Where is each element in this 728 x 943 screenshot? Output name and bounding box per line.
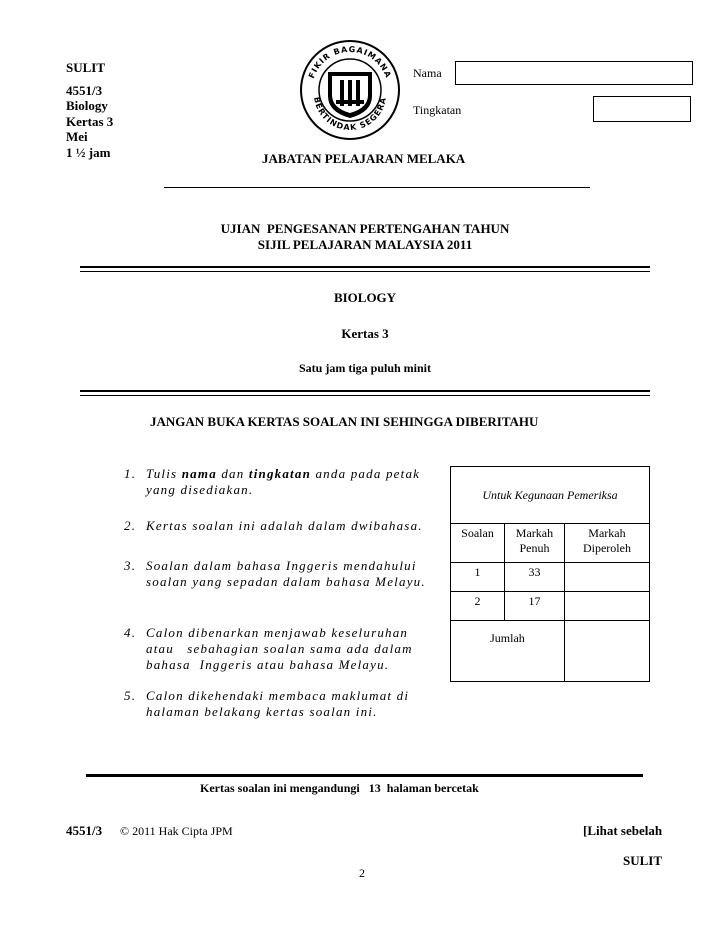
header-line-subject: Biology: [66, 98, 108, 113]
instruction-bold-tingkatan: tingkatan: [248, 466, 312, 481]
table-row: [451, 563, 650, 592]
instruction-number: 1.: [124, 466, 137, 481]
instruction-text: Kertas soalan ini adalah dalam dwibahasa.: [146, 518, 423, 533]
instruction-text: Soalan dalam bahasa Inggeris mendahului soalan yang sepadan dalam bahasa Melayu.: [146, 558, 426, 589]
footer-sulit: SULIT: [623, 853, 663, 868]
row-soalan: 1: [451, 563, 505, 592]
warning-text: JANGAN BUKA KERTAS SOALAN INI SEHINGGA DIBERITAHU: [150, 414, 539, 429]
instruction-number: 4.: [124, 625, 137, 640]
instruction-text: Calon dibenarkan menjawab keseluruhan atau sebahagian soalan sama ada dalam bahasa Inggeris atau bahasa Melayu.: [146, 625, 418, 672]
total-label: Jumlah: [451, 621, 565, 682]
header-divider: [164, 187, 590, 188]
instruction-5: [124, 688, 434, 722]
instruction-4: [124, 625, 434, 675]
double-rule-bottom-b: [80, 395, 650, 396]
instruction-text-part: anda pada petak yang disediakan.: [146, 466, 421, 497]
double-rule-top-b: [80, 271, 650, 272]
instruction-1: [124, 466, 434, 500]
row-soalan: 2: [451, 592, 505, 621]
examiner-table: [450, 466, 650, 682]
instruction-text-part: dan: [216, 466, 249, 481]
double-rule-bottom-a: [80, 390, 650, 392]
tingkatan-label: Tingkatan: [413, 103, 462, 117]
total-value[interactable]: [564, 621, 649, 682]
svg-text:BERTINDAK SEGERA: BERTINDAK SEGERA: [312, 96, 388, 133]
header-line-month: Mei: [66, 129, 88, 144]
table-row: [451, 592, 650, 621]
instruction-number: 5.: [124, 688, 137, 703]
instruction-text: [146, 466, 431, 498]
crest-logo: [298, 38, 402, 142]
exam-title-line2: SIJIL PELAJARAN MALAYSIA 2011: [257, 237, 473, 252]
exam-title: [120, 221, 610, 253]
header-line-duration: 1 ½ jam: [66, 144, 111, 160]
nama-field[interactable]: [455, 61, 693, 85]
instruction-number: 2.: [124, 518, 137, 533]
footer-see-next: [Lihat sebelah: [583, 823, 663, 838]
subject-title: BIOLOGY: [333, 290, 397, 305]
examiner-caption: Untuk Kegunaan Pemeriksa: [451, 467, 650, 524]
pages-info: Kertas soalan ini mengandungi 13 halaman bercetak: [200, 781, 479, 795]
row-diperoleh[interactable]: [564, 592, 649, 621]
col-header-markah-penuh: Markah Penuh: [505, 524, 565, 563]
header-left-block: [66, 60, 113, 160]
nama-label: Nama: [413, 66, 442, 80]
instruction-text: Calon dikehendaki membaca maklumat di halaman belakang kertas soalan ini.: [146, 688, 410, 719]
header-line-sulit: SULIT: [66, 60, 106, 75]
instruction-3: [124, 558, 434, 608]
col-header-markah-diperoleh: Markah Diperoleh: [564, 524, 649, 563]
double-rule-top-a: [80, 266, 650, 268]
duration-text: Satu jam tiga puluh minit: [298, 361, 432, 375]
paper-title: Kertas 3: [341, 326, 389, 341]
instruction-text-part: Tulis: [146, 466, 182, 481]
instruction-2: [124, 518, 434, 536]
tingkatan-field[interactable]: [593, 96, 691, 122]
instruction-bold-nama: nama: [181, 466, 217, 481]
exam-title-line1: UJIAN PENGESANAN PERTENGAHAN TAHUN: [220, 221, 510, 236]
footer-rule: [86, 774, 643, 777]
svg-text:FIKIR BAGAIMANA: FIKIR BAGAIMANA: [307, 44, 393, 80]
row-penuh: 33: [505, 563, 565, 592]
col-header-soalan: Soalan: [451, 524, 505, 563]
row-diperoleh[interactable]: [564, 563, 649, 592]
footer-copyright: © 2011 Hak Cipta JPM: [120, 824, 233, 838]
footer-code: 4551/3: [66, 823, 103, 838]
row-penuh: 17: [505, 592, 565, 621]
header-line-paper: Kertas 3: [66, 113, 114, 129]
department-name: JABATAN PELAJARAN MELAKA: [262, 151, 466, 166]
header-line-code: 4551/3: [66, 82, 103, 98]
instruction-number: 3.: [124, 558, 137, 573]
page-number: 2: [359, 866, 365, 880]
